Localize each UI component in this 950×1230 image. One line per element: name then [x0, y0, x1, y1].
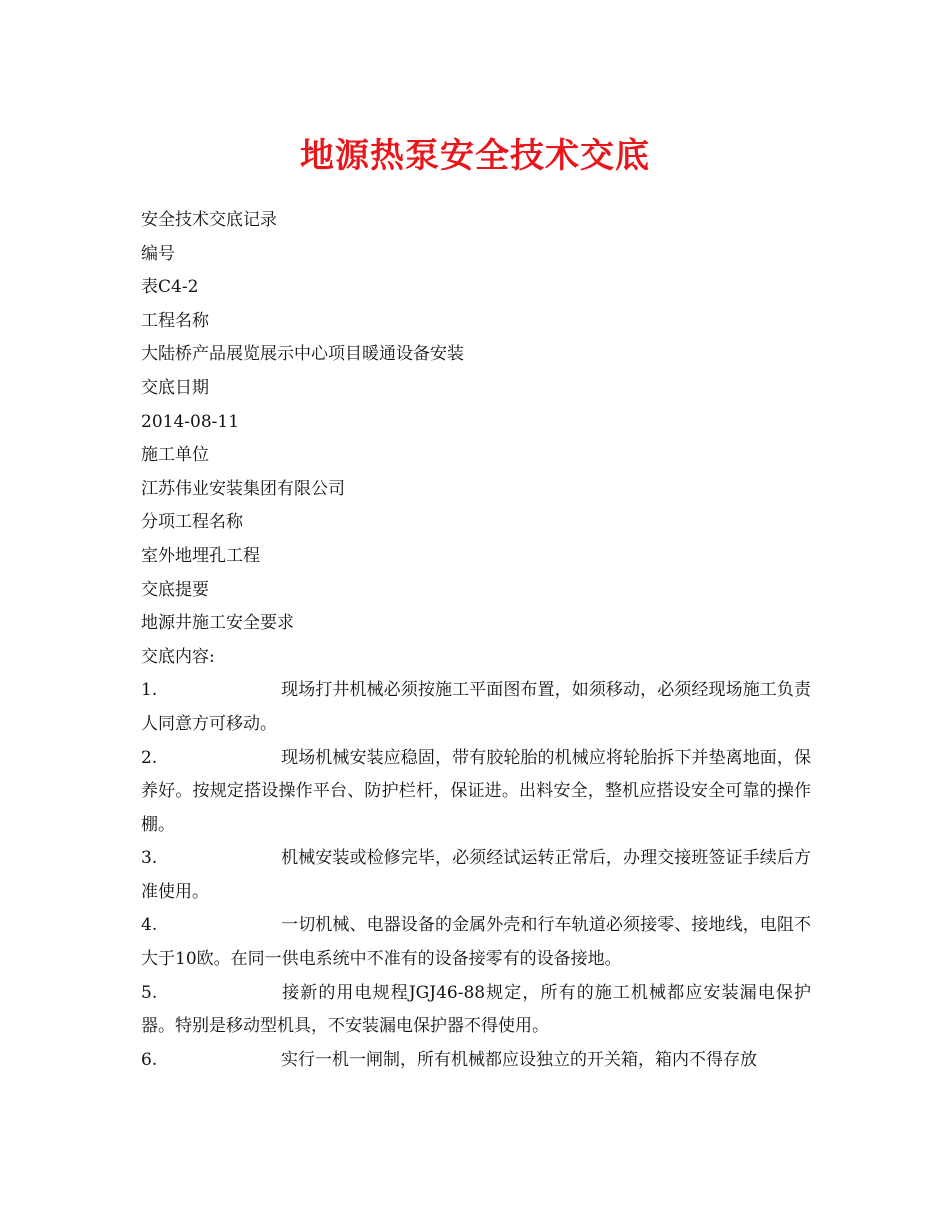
field-date-value: 2014-08-11 [141, 411, 240, 432]
list-item [141, 977, 811, 1044]
item-text: 接新的用电规程JGJ46-88规定，所有的施工机械都应安装漏电保护器。特别是移动型机具，不安装漏电保护器不得使用。 [141, 982, 811, 1037]
list-item [141, 742, 811, 843]
item-text: 一切机械、电器设备的金属外壳和行车轨道必须接零、接地线，电阻不大于10欧。在同一供电系统中不准有的设备接零有的设备接地。 [141, 915, 811, 970]
field-contractor-label: 施工单位 [141, 445, 209, 466]
item-number: 3. [141, 848, 158, 869]
item-text: 实行一机一闸制，所有机械都应设独立的开关箱，箱内不得存放 [281, 1049, 757, 1070]
item-number: 6. [141, 1049, 158, 1070]
item-text: 现场打井机械必须按施工平面图布置，如须移动，必须经现场施工负责人同意方可移动。 [141, 680, 811, 734]
item-text: 机械安装或检修完毕，必须经试运转正常后，办理交接班签证手续后方准使用。 [141, 848, 811, 902]
item-text: 现场机械安装应稳固，带有胶轮胎的机械应将轮胎拆下并垫离地面，保养好。按规定搭设操作平台、防护栏杆，保证进。出料安全，整机应搭设安全可靠的操作棚。 [141, 747, 811, 835]
field-number-label: 编号 [141, 243, 175, 264]
field-content-label: 交底内容: [141, 646, 215, 667]
list-item [141, 674, 811, 741]
document-body [141, 204, 811, 1077]
field-date-label: 交底日期 [141, 377, 209, 398]
field-project-name-value: 大陆桥产品展览展示中心项目暖通设备安装 [141, 344, 464, 365]
field-contractor-value: 江苏伟业安装集团有限公司 [141, 478, 345, 499]
list-item [141, 1044, 811, 1078]
field-project-name-label: 工程名称 [141, 310, 209, 331]
item-number: 4. [141, 915, 158, 936]
list-item [141, 842, 811, 909]
field-summary-value: 地源井施工安全要求 [141, 613, 294, 634]
field-subproject-value: 室外地埋孔工程 [141, 545, 260, 566]
document-title: 地源热泵安全技术交底 [300, 136, 650, 176]
field-summary-label: 交底提要 [141, 579, 209, 600]
item-number: 1. [141, 680, 158, 701]
list-item [141, 909, 811, 976]
item-number: 5. [141, 982, 158, 1003]
item-number: 2. [141, 747, 158, 768]
field-number-value: 表C4-2 [141, 277, 199, 298]
field-record-title: 安全技术交底记录 [141, 210, 277, 230]
field-subproject-label: 分项工程名称 [141, 512, 243, 533]
